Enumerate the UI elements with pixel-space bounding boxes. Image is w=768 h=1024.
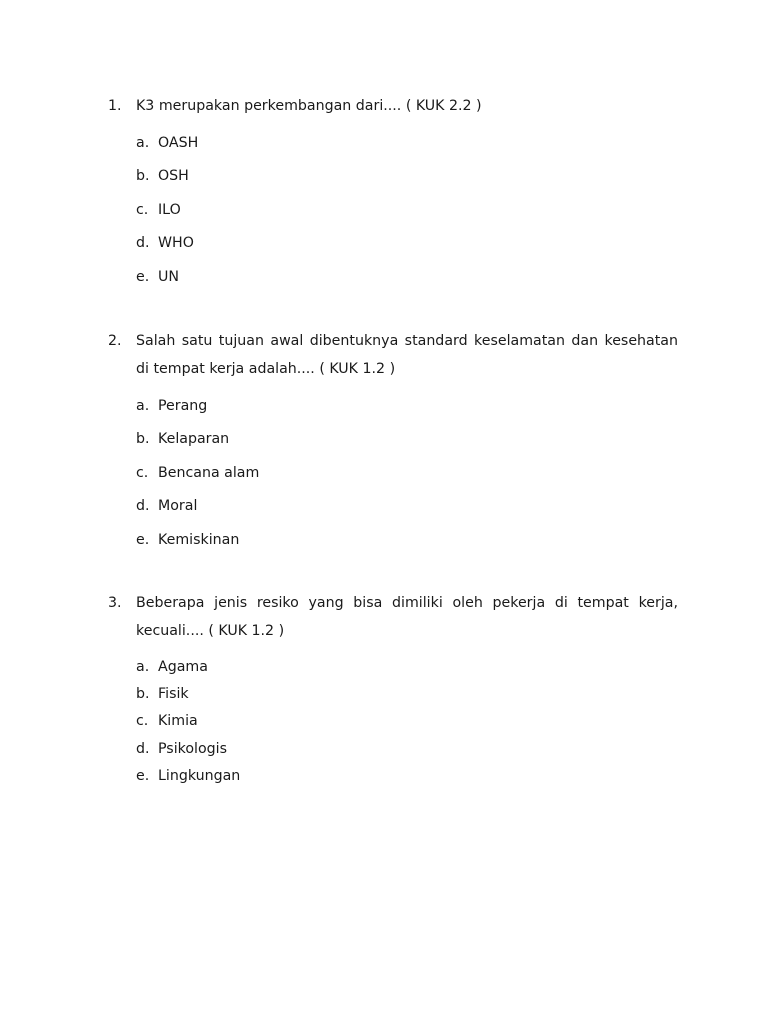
option-letter: d. — [136, 235, 150, 252]
option-text: Moral — [158, 498, 198, 515]
question-2 — [108, 327, 678, 557]
option-b — [136, 423, 678, 457]
option-e — [136, 260, 678, 294]
question-text: K3 merupakan perkembangan dari.... ( KUK 2.2 ) — [136, 98, 482, 114]
option-a — [136, 653, 678, 680]
option-letter: c. — [136, 464, 149, 481]
question-number: 3. — [108, 595, 122, 611]
option-text: Kelaparan — [158, 431, 230, 448]
option-a — [136, 126, 678, 160]
option-text: Bencana alam — [158, 464, 260, 481]
question-2-stem — [108, 327, 678, 383]
option-letter: e. — [136, 768, 150, 785]
option-letter: e. — [136, 531, 150, 548]
question-3-options — [136, 653, 678, 790]
option-b — [136, 160, 678, 194]
option-letter: c. — [136, 201, 149, 218]
option-letter: a. — [136, 658, 150, 675]
option-d — [136, 227, 678, 261]
option-text: ILO — [158, 201, 181, 218]
option-d — [136, 735, 678, 762]
option-c — [136, 456, 678, 490]
option-text: OASH — [158, 134, 199, 151]
option-d — [136, 490, 678, 524]
question-number: 2. — [108, 333, 122, 349]
question-3-stem — [108, 589, 678, 645]
option-letter: b. — [136, 431, 150, 448]
option-text: OSH — [158, 168, 189, 185]
option-letter: d. — [136, 740, 150, 757]
question-1-options — [136, 126, 678, 294]
option-text: UN — [158, 268, 179, 285]
question-1-stem — [108, 92, 678, 120]
question-text: Salah satu tujuan awal dibentuknya standard keselamatan dan kesehatan di tempat kerja adalah.... ( KUK 1.2 ) — [136, 333, 678, 377]
question-3 — [108, 589, 678, 790]
option-text: WHO — [158, 235, 194, 252]
option-letter: b. — [136, 686, 150, 703]
option-letter: c. — [136, 713, 149, 730]
option-text: Fisik — [158, 686, 189, 703]
option-letter: a. — [136, 397, 150, 414]
question-text: Beberapa jenis resiko yang bisa dimiliki oleh pekerja di tempat kerja, kecuali.... ( KUK 1.2 ) — [136, 595, 678, 639]
option-letter: a. — [136, 134, 150, 151]
option-e — [136, 763, 678, 790]
option-text: Lingkungan — [158, 768, 241, 785]
option-a — [136, 389, 678, 423]
option-text: Agama — [158, 658, 208, 675]
question-1 — [108, 92, 678, 294]
question-number: 1. — [108, 98, 122, 114]
option-c — [136, 193, 678, 227]
option-text: Kemiskinan — [158, 531, 240, 548]
option-text: Perang — [158, 397, 208, 414]
option-text: Psikologis — [158, 740, 227, 757]
option-letter: b. — [136, 168, 150, 185]
option-c — [136, 708, 678, 735]
option-letter: d. — [136, 498, 150, 515]
option-e — [136, 523, 678, 557]
option-text: Kimia — [158, 713, 198, 730]
option-b — [136, 680, 678, 707]
question-2-options — [136, 389, 678, 557]
option-letter: e. — [136, 268, 150, 285]
